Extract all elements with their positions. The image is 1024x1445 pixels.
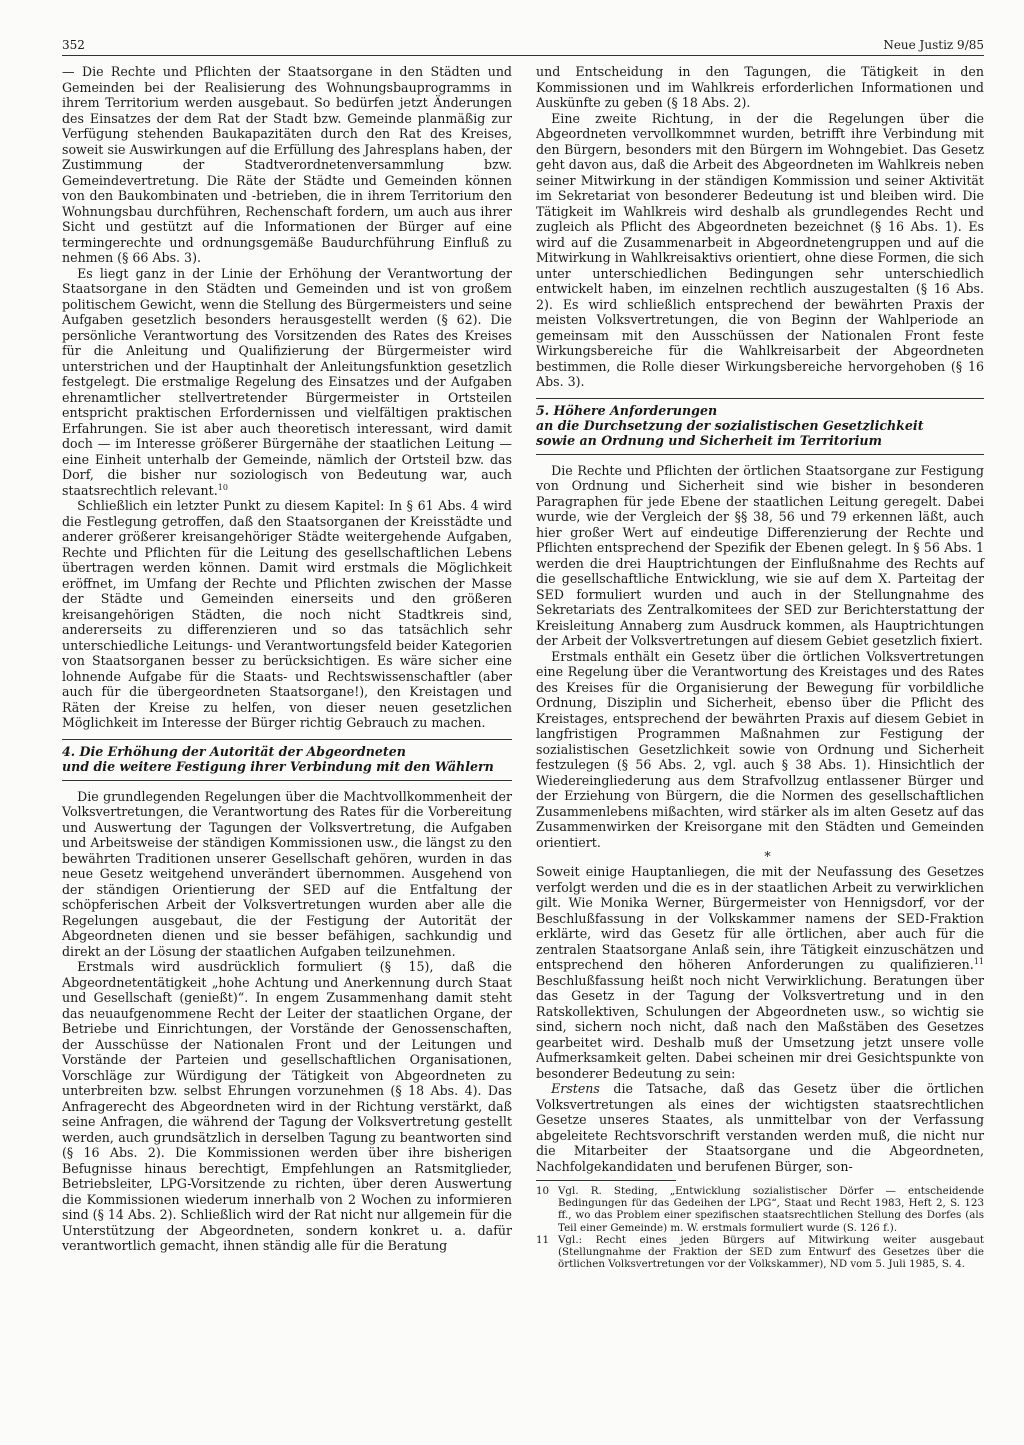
emphasis: Erstens [551,1081,600,1096]
right-column [536,64,984,1270]
footnote-rule [536,1180,676,1181]
paragraph [536,1081,984,1174]
section-heading-4 [62,739,512,781]
paragraph-text: Es liegt ganz in der Linie der Erhöhung der Verantwortung der Staatsorgane in den Städten und Gemeinden und ist von großem politischem Gewicht, wenn die Stellung des Bürgermeisters und seine Aufgaben gesetzlich besonders herausgestellt werden (§ 62). Die persönliche Verantwortung des Vorsitzenden des Rates des Kreises für die Anleitung und Qualifizierung der Bürgermeister wird unterstrichen und der Hauptinhalt der Anleitungsfunktion gesetzlich festgelegt. Die erstmalige Regelung des Einsatzes und der Aufgaben ehrenamtlicher stellvertretender Bürgermeister in Ortsteilen entspricht praktischen Erfordernissen und vielfältigen praktischen Erfahrungen. Sie ist aber auch theoretisch interessant, wird damit doch — im Interesse größerer Bürgernähe der staatlichen Leitung — eine Einheit unterhalb der Gemeinde, nämlich der Ortsteil bzw. das Dorf, die bisher nur soziologisch von Bedeutung war, auch staatsrechtlich relevant. [62,265,512,498]
page-number: 352 [62,38,85,52]
section-heading-line: 4. Die Erhöhung der Autorität der Abgeordneten [62,743,406,759]
footnote-number: 11 [536,1233,550,1246]
paragraph: Schließlich ein letzter Punkt zu diesem Kapitel: In § 61 Abs. 4 wird die Festlegung getroffen, daß den Staatsorganen der Kreisstädte und anderer größerer kreisangehöriger Städte weitergehende Aufgaben, Rechte und Pflichten für die Leitung des gesellschaftlichen Lebens übertragen werden können. Damit wird erstmals die Möglichkeit eröffnet, im Umfang der Rechte und Pflichten zwischen der Masse der Städte und Gemeinden einerseits und den größeren kreisangehörigen Städten, die noch nicht Stadtkreis sind, andererseits zu differenzieren und so das tatsächlich sehr unterschiedliche Leitungs- und Verantwortungsfeld beider Kategorien von Staatsorganen besser zu berücksichtigen. Es wäre sicher eine lohnende Aufgabe für die Staats- und Rechtswissenschaftler (aber auch für die übergeordneten Staatsorgane!), den Kreistagen und Räten der Kreise zu helfen, von dieser neuen gesetzlichen Möglichkeit im Interesse der Bürger richtig Gebrauch zu machen. [62,498,512,730]
left-column [62,64,512,1254]
footnote-number: 10 [536,1185,550,1197]
section-heading-line: und die weitere Festigung ihrer Verbindung mit den Wählern [62,758,494,774]
paragraph: Die grundlegenden Regelungen über die Machtvollkommenheit der Volksvertretungen, die Verantwortung des Rates für die Vorbereitung und Auswertung der Tagungen der Volksvertretung, die Aufgaben und Arbeitsweise der ständigen Kommissionen usw., die längst zu den bewährten Traditionen unserer Gesellschaft gehören, wurden in das neue Gesetz weitgehend unverändert übernommen. Ausgehend von der ständigen Orientierung der SED auf die Entfaltung der schöpferischen Arbeit der Volksvertretungen wurden aber alle die Regelungen ausgebaut, die der Festigung der Autorität der Abgeordneten dienen und sie besser befähigen, sachkundig und direkt an der Lösung der staatlichen Aufgaben teilzunehmen. [62,788,512,959]
paragraph: Erstmals wird ausdrücklich formuliert (§ 15), daß die Abgeordnetentätigkeit „hohe Achtung und Anerkennung durch Staat und Gesellschaft (genießt)“. In engem Zusammenhang damit steht das neuaufgenommene Recht der Leiter der staatlichen Organe, der Betriebe und Einrichtungen, der Vorstände der Genossenschaften, der Ausschüsse der Nationalen Front und der Leitungen und Vorstände der Parteien und gesellschaftlichen Organisationen, Vorschläge zur Würdigung der Tätigkeit von Abgeordneten zu unterbreiten bzw. selbst Ehrungen vorzunehmen (§ 18 Abs. 4). Das Anfragerecht des Abgeordneten wird in der Richtung verstärkt, daß seine Anfragen, die während der Tagung der Volksvertretung gestellt werden, auch grundsätzlich in derselben Tagung zu beantworten sind (§ 16 Abs. 2). Die Kommissionen werden über ihre bisherigen Befugnisse hinaus berechtigt, Empfehlungen an Ratsmitglieder, Betriebsleiter, LPG-Vorsitzende zu richten, über deren Auswertung die Kommissionen wiederum innerhalb von 2 Wochen zu informieren sind (§ 14 Abs. 2). Schließlich wird der Rat nicht nur allgemein für die Unterstützung der Abgeordneten, sondern konkret u. a. dafür verantwortlich gemacht, ihnen ständig alle für die Beratung [62,959,512,1253]
paragraph-text: Soweit einige Hauptanliegen, die mit der Neufassung des Gesetzes verfolgt werden und die es in der staatlichen Arbeit zu verwirklichen gilt. Wie Monika Werner, Bürgermeister von Hennigsdorf, vor der Beschlußfassung in der Volkskammer namens der SED-Fraktion erklärte, wird das Gesetz für alle örtlichen, aber auch für die zentralen Staatsorgane Anlaß sein, ihre Tätigkeit einzuschätzen und entsprechend den höheren Anforderungen zu qualifizieren. [536,864,984,972]
journal-issue: Neue Justiz 9/85 [883,38,984,52]
section-heading-5 [536,398,984,455]
section-heading-line: sowie an Ordnung und Sicherheit im Territorium [536,432,882,448]
footnote-text: Vgl. R. Steding, „Entwicklung sozialistischer Dörfer — entscheidende Bedingungen für das Gedeihen der LPG“, Staat und Recht 1983, Heft 2, S. 123 ff., wo das Problem einer spezifischen staatsrechtlichen Stellung des Dorfes (als Teil einer Gemeinde) m. W. erstmals formuliert wurde (S. 126 f.). [558,1185,984,1234]
paragraph-text: die Tatsache, daß das Gesetz über die örtlichen Volksvertretungen als eines der wichtigsten staatsrechtlichen Gesetze unseres Staates, als unmittelbar von der Verfassung abgeleitete Rechtsvorschrift verstanden werden muß, die nicht nur die Mitarbeiter der Staatsorgane und die Abgeordneten, Nachfolgekandidaten und berufenen Bürger, son- [536,1081,984,1174]
paragraph: Erstmals enthält ein Gesetz über die örtlichen Volksvertretungen eine Regelung über die Verantwortung des Kreistages und des Rates des Kreises für die Organisierung der Bewegung für vorbildliche Ordnung, Disziplin und Sicherheit, ebenso über die Pflicht des Kreistages, entsprechend der bewährten Praxis auf diesem Gebiet in langfristigen Programmen Maßnahmen zur Festigung der sozialistischen Gesetzlichkeit sowie von Ordnung und Sicherheit festzulegen (§ 56 Abs. 2, vgl. auch § 38 Abs. 1). Hinsichtlich der Wiedereingliederung aus dem Strafvollzug entlassener Bürger und der Erziehung von Bürgern, die die Normen des gesellschaftlichen Zusammenlebens mißachten, wird stärker als im alten Gesetz auf das Zusammenwirken der Kreisorgane mit den Städten und Gemeinden orientiert. [536,648,984,850]
paragraph-text: Beschlußfassung heißt noch nicht Verwirklichung. Beratungen über das Gesetz in der Tagung der Volksvertretung und in den Ratskollektiven, Schulungen der Abgeordneten usw., so wichtig sie sind, sichern noch nicht, daß nach den Maßstäben des Gesetzes gearbeitet wird. Deshalb muß der Umsetzung jetzt unsere volle Aufmerksamkeit gelten. Dabei scheinen mir drei Gesichtspunkte von besonderer Bedeutung zu sein: [536,972,984,1081]
footnote-ref: 10 [217,482,228,492]
section-separator: * [764,849,771,864]
section-heading-line: 5. Höhere Anforderungen [536,402,718,418]
paragraph [536,864,984,1081]
paragraph: Die Rechte und Pflichten der örtlichen Staatsorgane zur Festigung von Ordnung und Sicherheit sind wie bisher in besonderen Paragraphen für jede Ebene der staatlichen Leitung geregelt. Dabei wurde, wie der Vergleich der §§ 38, 56 und 79 erkennen läßt, auch hier großer Wert auf eindeutige Differenzierung der Rechte und Pflichten entsprechend der Spezifik der Ebenen gelegt. In § 56 Abs. 1 werden die drei Hauptrichtungen der Einflußnahme des Rechts auf die gesellschaftliche Entwicklung, wie sie auf dem X. Parteitag der SED formuliert wurden und auch in der Stellungnahme des Sekretariats des Zentralkomitees der SED zur Berichterstattung der Kreisleitung Annaberg zum Ausdruck kommen, als Hauptrichtungen der Arbeit der Volksvertretungen auf diesem Gebiet gesetzlich fixiert. [536,462,984,648]
footnote-ref: 11 [973,956,984,966]
footnote-text: Vgl.: Recht eines jeden Bürgers auf Mitwirkung weiter ausgebaut (Stellungnahme der Fraktion der SED zum Entwurf des Gesetzes über die örtlichen Volksvertretungen vor der Volkskammer), ND vom 5. Juli 1985, S. 4. [558,1233,984,1271]
header-rule [62,55,984,56]
footnote [536,1234,984,1271]
paragraph: Eine zweite Richtung, in der die Regelungen über die Abgeordneten vervollkommnet wurden, betrifft ihre Verbindung mit den Bürgern, besonders mit den Bürgern im Wohngebiet. Das Gesetz geht davon aus, daß die Arbeit des Abgeordneten im Wahlkreis neben seiner Mitwirkung in der ständigen Kommission und seiner Aktivität im Sekretariat von besonderer Bedeutung ist und bleiben wird. Die Tätigkeit im Wahlkreis wird deshalb als grundlegendes Recht und zugleich als Pflicht des Abgeordneten bezeichnet (§ 16 Abs. 1). Es wird auf die Zusammenarbeit in Abgeordnetengruppen und auf die Mitwirkung in Wahlkreisaktivs orientiert, ohne diese Formen, die sich unter unterschiedlichen Bedingungen sehr unterschiedlich entwickelt haben, im einzelnen rechtlich auszugestalten (§ 16 Abs. 2). Es wird schließlich entsprechend der bewährten Praxis der meisten Volksvertretungen, die von Beginn der Wahlperiode an gemeinsam mit den Ausschüssen der Nationalen Front feste Wirkungsbereiche für die Wahlkreisarbeit der Abgeordneten bestimmen, die Rolle dieser Wirkungsbereiche hervorgehoben (§ 16 Abs. 3). [536,110,984,389]
section-heading-line: an die Durchsetzung der sozialistischen Gesetzlichkeit [536,417,924,433]
footnote [536,1185,984,1234]
paragraph [62,266,512,499]
paragraph: — Die Rechte und Pflichten der Staatsorgane in den Städten und Gemeinden bei der Realisierung des Wohnungsbauprogramms in ihrem Territorium werden ausgebaut. So bedürfen jetzt Änderungen des Einsatzes der dem Rat der Stadt bzw. Gemeinde planmäßig zur Verfügung stehenden Baukapazitäten durch den Rat des Kreises, soweit sie Auswirkungen auf die Erfüllung des Jahresplans haben, der Zustimmung der Stadtverordnetenversammlung bzw. Gemeindevertretung. Die Räte der Städte und Gemeinden können von den Baukombinaten und -betrieben, die in ihrem Territorium den Wohnungsbau durchführen, Rechenschaft fordern, um auch aus ihrer Sicht und gestützt auf die Informationen der Bürger auf eine termingerechte und ordnungsgemäße Baudurchführung Einfluß zu nehmen (§ 66 Abs. 3). [62,64,512,265]
paragraph: und Entscheidung in den Tagungen, die Tätigkeit in den Kommissionen und im Wahlkreis erforderlichen Informationen und Auskünfte zu geben (§ 18 Abs. 2). [536,64,984,110]
